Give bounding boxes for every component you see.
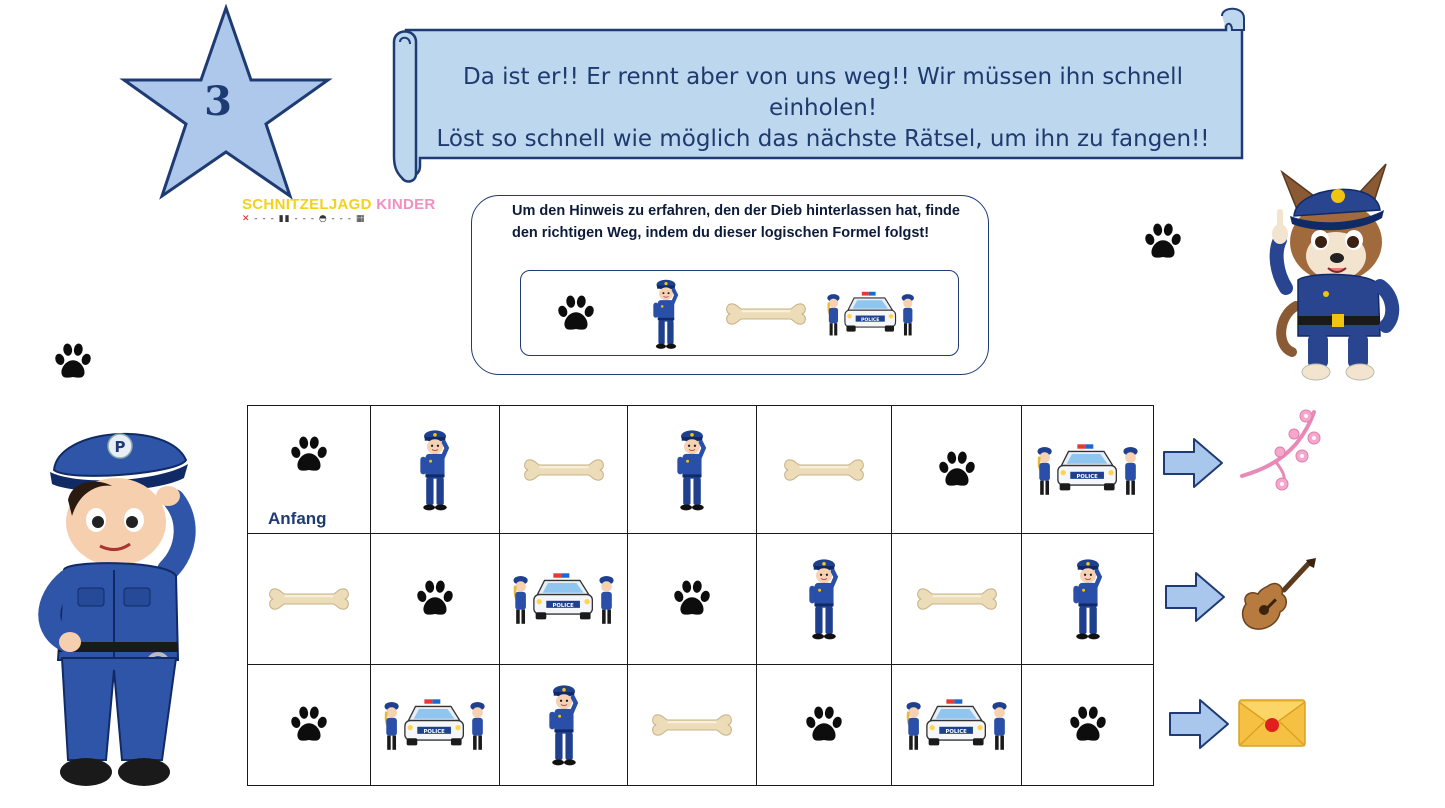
police-car-icon [508, 568, 620, 630]
grid-cell[interactable] [892, 665, 1022, 786]
paw-icon [412, 577, 458, 621]
grid-cell[interactable] [371, 665, 500, 786]
row-3-arrow-icon [1168, 698, 1230, 750]
grid-cell[interactable] [371, 534, 500, 665]
paw-icon [934, 448, 980, 492]
police-officer-icon [1066, 553, 1110, 645]
grid-cell[interactable] [757, 406, 892, 534]
paw-icon [1065, 703, 1111, 747]
paw-icon [50, 340, 96, 384]
svg-text:P: P [114, 438, 126, 456]
paw-icon [669, 577, 715, 621]
formula-step-1 [531, 281, 621, 347]
path-grid [247, 405, 1154, 786]
banner-line-2: Löst so schnell wie möglich das nächste Rätsel, um ihn zu fangen!! [436, 126, 1210, 152]
instruction-text: Um den Hinweis zu erfahren, den der Dieb hinterlassen hat, finde den richtigen Weg, indem du dieser logischen Formel folgst! [512, 203, 960, 241]
dog-bone-icon [649, 710, 735, 740]
formula-step-4 [821, 281, 921, 347]
cherry-blossom-icon[interactable] [1236, 404, 1326, 494]
grid-cell[interactable] [1022, 534, 1154, 665]
police-car-icon [379, 694, 491, 756]
grid-cell[interactable] [892, 406, 1022, 534]
logo-trail-icon: ✕ - - - ▮▮ - - - ◓ - - - ▦ [242, 214, 366, 224]
grid-row [248, 534, 1154, 665]
dog-bone-icon [266, 584, 352, 614]
grid-cell[interactable] [892, 534, 1022, 665]
dog-bone-icon [781, 455, 867, 485]
grid-cell[interactable] [628, 534, 757, 665]
grid-cell[interactable] [371, 406, 500, 534]
grid-cell[interactable] [500, 665, 628, 786]
dog-bone-icon [914, 584, 1000, 614]
grid-cell[interactable] [1022, 665, 1154, 786]
row-2-arrow-icon [1164, 571, 1226, 623]
envelope-icon[interactable] [1238, 698, 1306, 748]
formula-step-3 [721, 281, 811, 347]
grid-cell[interactable] [757, 665, 892, 786]
police-officer-icon [542, 679, 586, 771]
paw-icon [286, 703, 332, 747]
paw-icon [1140, 220, 1186, 264]
grid-row [248, 406, 1154, 534]
police-car-icon [901, 694, 1013, 756]
police-car-icon [1032, 439, 1144, 501]
grid-cell[interactable] [500, 406, 628, 534]
grid-cell[interactable] [248, 665, 371, 786]
grid-cell[interactable] [248, 534, 371, 665]
banner-text [418, 62, 1228, 155]
police-officer-icon [802, 553, 846, 645]
paw-icon [286, 433, 332, 477]
start-label: Anfang [268, 509, 327, 528]
logo-text-accent: KINDER [376, 196, 436, 213]
grid-cell[interactable] [500, 534, 628, 665]
grid-cell[interactable] [248, 406, 371, 534]
level-number: 3 [204, 78, 232, 125]
police-officer-icon [413, 424, 457, 516]
policeman-character-icon [28, 420, 203, 800]
police-dog-character-icon [1268, 156, 1400, 384]
grid-cell[interactable] [1022, 406, 1154, 534]
guitar-icon[interactable] [1240, 556, 1318, 634]
dog-bone-icon [521, 455, 607, 485]
row-1-arrow-icon [1162, 437, 1224, 489]
grid-row [248, 665, 1154, 786]
police-officer-icon [670, 424, 714, 516]
paw-icon [553, 292, 599, 336]
paw-icon [801, 703, 847, 747]
dog-bone-icon [723, 299, 809, 329]
banner-line-1: Da ist er!! Er rennt aber von uns weg!! Wir müssen ihn schnell einholen! [463, 64, 1183, 121]
logic-formula [520, 270, 959, 356]
police-officer-icon [647, 275, 685, 353]
grid-cell[interactable] [628, 665, 757, 786]
brand-logo [242, 196, 436, 224]
formula-step-2 [621, 281, 711, 347]
grid-cell[interactable] [757, 534, 892, 665]
logo-text-main: SCHNITZELJAGD [242, 196, 372, 213]
grid-cell[interactable] [628, 406, 757, 534]
police-car-icon [825, 286, 917, 342]
